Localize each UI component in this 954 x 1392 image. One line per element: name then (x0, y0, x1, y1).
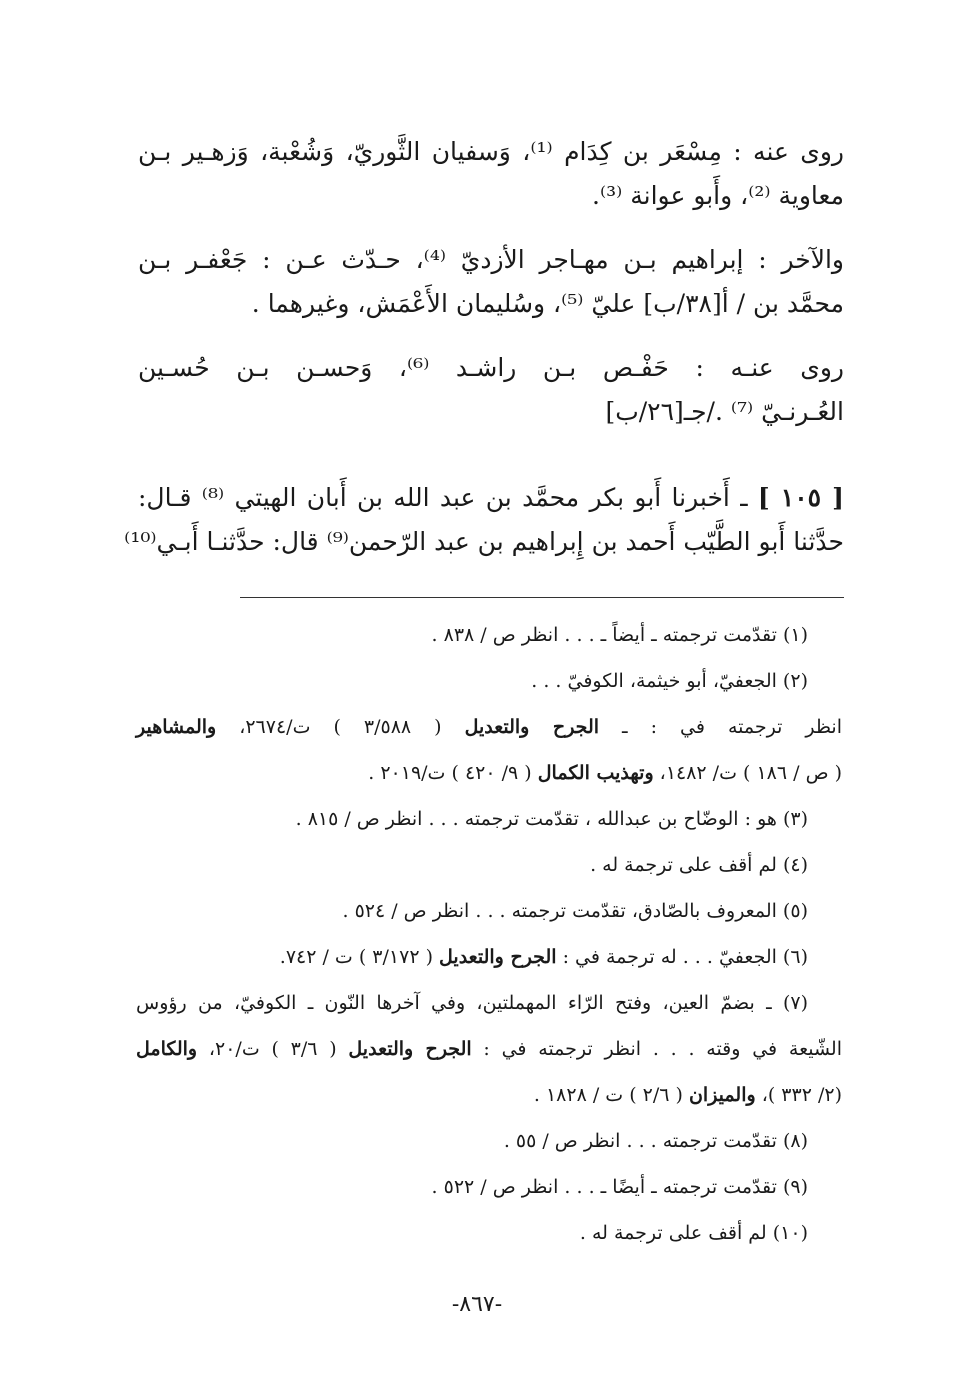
text-line-2: معاوية ⁽²⁾، وأَبو عوانة ⁽³⁾. (592, 181, 844, 210)
footnote-2-refs-b: ( ص / ١٨٦ ) ت/ ١٤٨٢، وتهذيب الكمال ( ٩/ ٤٢٠ ) ت/٢٠١٩ . (368, 762, 842, 784)
text-line-4: محمَّد بن / أ[٣٨/ب] عليّ ⁽⁵⁾، وسُليمان الأَعْمَش، وغيرهما . (251, 289, 844, 318)
footnote-3: (٣) هو : الوضّاح بن عبدالله ، تقدّمت ترجمته . . . انظر ص / ٨١٥ . (295, 808, 808, 830)
text-line-3: والآخر : إبراهيم بـن مهـاجر الأزديّ ⁽⁴⁾، حـدّث عـن : جَعْفـر بـن (138, 245, 845, 274)
footnote-4: (٤) لم أقف على ترجمة له . (590, 854, 808, 876)
page-number: -٨٦٧- (451, 1292, 503, 1317)
hadith-number: [ ١٠٥ ] (757, 483, 844, 512)
footnote-10: (١٠) لم أقف على ترجمة له . (579, 1222, 808, 1244)
footnote-5: (٥) المعروف بالصّادق، تقدّمت ترجمته . . . انظر ص / ٥٢٤ . (342, 900, 808, 922)
footnote-1: (١) تقدّمت ترجمته ـ أيضاً ـ . . . انظر ص / ٨٣٨ . (431, 624, 808, 646)
footnote-9: (٩) تقدّمت ترجمته ـ أيضًا ـ . . . انظر ص / ٥٢٢ . (431, 1176, 808, 1198)
footnote-separator (240, 597, 844, 598)
hadith-isnad-start: ـ أَخبرنا أَبو بكر محمَّد بن عبد الله بن أَبان الهيتي ⁽⁸⁾ قـال: (138, 483, 748, 512)
footnote-7-line-1: (٧) ـ بضمّ العين، وفتح الرّاء المهملتين، وفي آخرها النّون ـ الكوفيّ، من رؤوس (136, 992, 808, 1014)
footnotes (136, 612, 842, 1256)
footnote-7-line-3: (٢/ ٣٣٢ )، والميزان ( ٢/٦ ) ت / ١٨٢٨ . (533, 1084, 842, 1106)
footnote-2-refs-a: انظر ترجمته في : ـ الجرح والتعديل ( ٣/٥٨٨ ) ت/٢٦٧٤، والمشاهير (136, 716, 843, 738)
main-text (124, 130, 845, 564)
text-line-1: روى عنه : مِسْعَر بن كِدَام ⁽¹⁾، وَسفيان الثَّوريّ، وَشُعْبة، وَزهـير بـن (138, 137, 845, 166)
text-line-5: روى عنـه : حَفْـص بـن راشـد ⁽⁶⁾، وَحسـن بـن حُسـين (138, 353, 844, 382)
footnote-6: (٦) الجعفيّ . . . له ترجمة في : الجرح والتعديل ( ٣/١٧٢ ) ت / ٧٤٢. (279, 946, 808, 968)
footnote-7-line-2: الشّيعة في وقته . . . انظر ترجمته في : الجرح والتعديل ( ٣/٦ ) ت/٢٠، والكامل (136, 1038, 842, 1060)
footnote-2: (٢) الجعفيّ، أبو خيثمة، الكوفيّ . . . (531, 670, 808, 692)
hadith-header-line (138, 476, 844, 520)
footnote-8: (٨) تقدّمت ترجمته . . . انظر ص / ٥٥ . (503, 1130, 808, 1152)
text-line-8: حدَّثنا أَبو الطَّيّب أَحمد بن إِبراهيم بن عبد الرّحمن⁽⁹⁾ قال: حدَّثنـا أَبـي⁽¹⁰⁾ (124, 527, 844, 556)
text-line-6: العُـرنـيّ ⁽⁷⁾ ./جـ[٢٦/ب] (605, 397, 844, 426)
